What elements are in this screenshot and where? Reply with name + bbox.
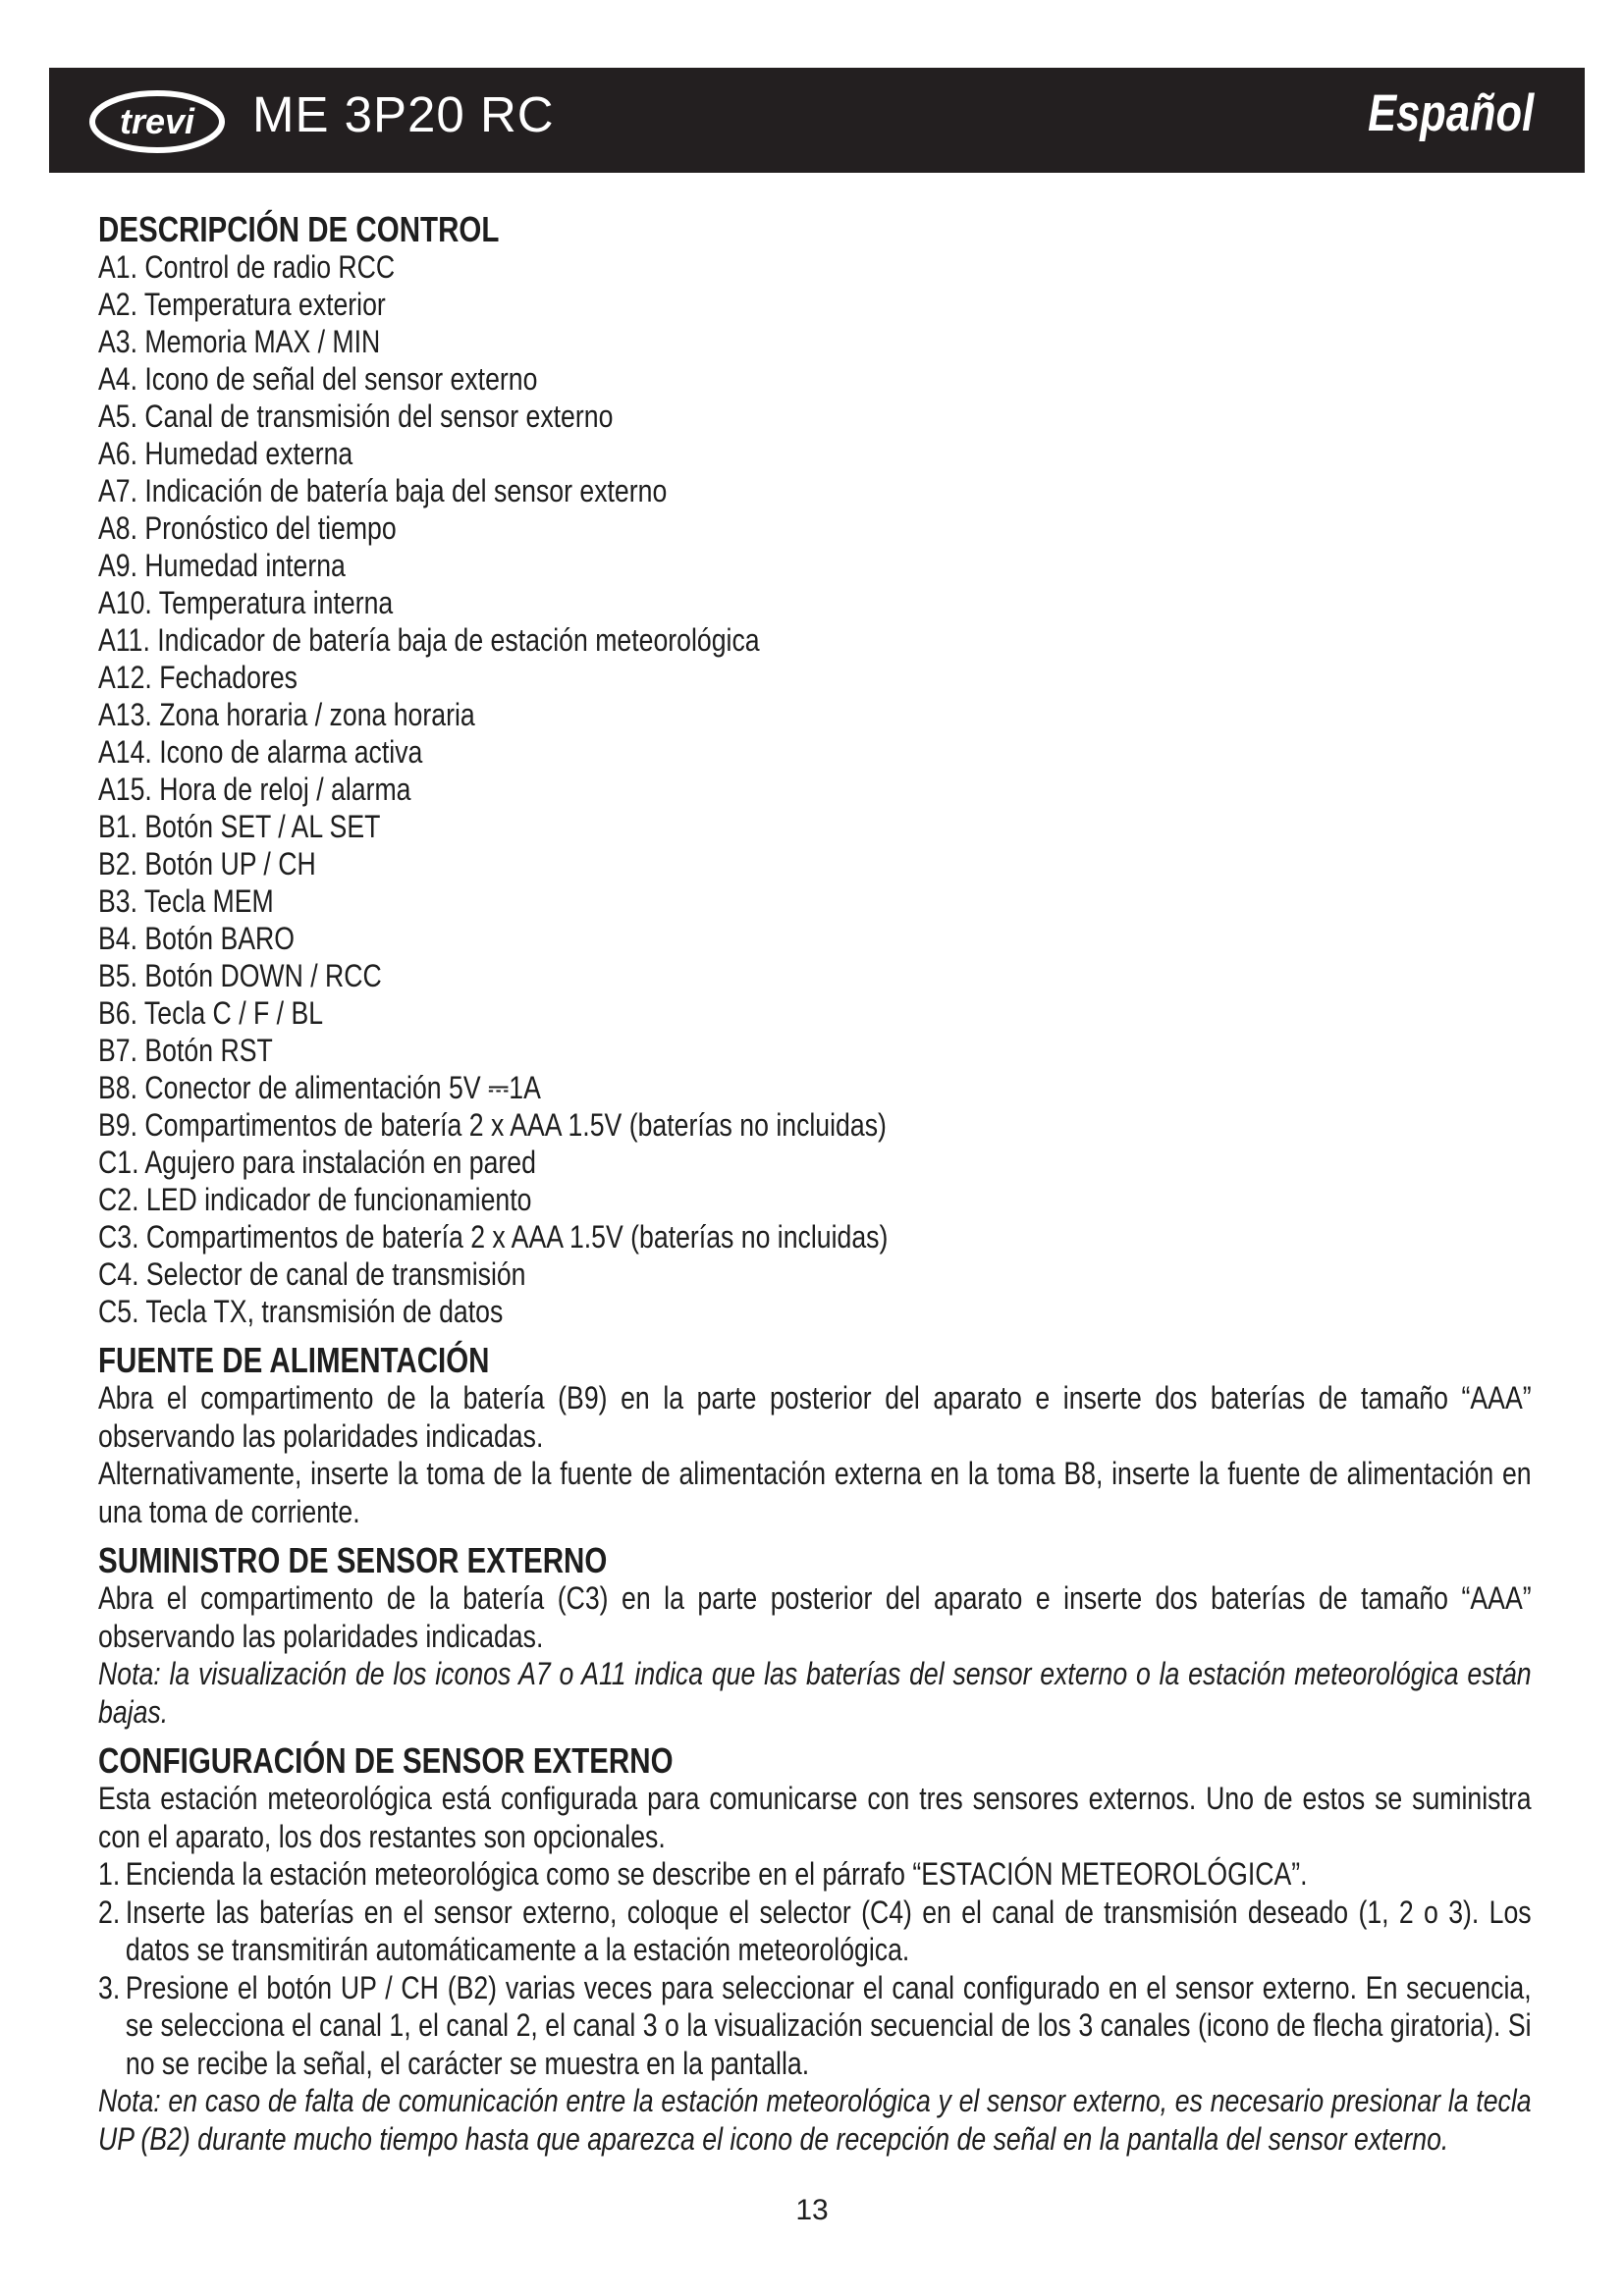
header-bar <box>49 68 1585 173</box>
model-name: ME 3P20 RC <box>252 86 555 142</box>
trevi-logo <box>88 89 226 154</box>
power-paragraph-1: Abra el compartimento de la batería (B9) en la parte posterior del aparato e inserte dos baterías de tamaño “AAA” observando las polaridades indicadas. <box>98 1380 1532 1454</box>
step-number: 2. <box>98 1894 121 1930</box>
power-paragraph-2: Alternativamente, inserte la toma de la fuente de alimentación externa en la toma B8, inserte la fuente de alimentación en una toma de corriente. <box>98 1456 1532 1529</box>
control-item: A10. Temperatura interna <box>98 585 394 620</box>
control-item: B9. Compartimentos de batería 2 x AAA 1.5V (baterías no incluidas) <box>98 1107 887 1143</box>
control-item: A6. Humedad externa <box>98 436 353 471</box>
step-item <box>98 1894 1532 1969</box>
step-item <box>98 1855 1532 1894</box>
control-item: A14. Icono de alarma activa <box>98 734 423 770</box>
control-item: C4. Selector de canal de transmisión <box>98 1256 526 1292</box>
control-item: B6. Tecla C / F / BL <box>98 995 324 1031</box>
control-item: A2. Temperatura exterior <box>98 287 386 322</box>
control-item: B3. Tecla MEM <box>98 883 274 919</box>
control-item: B5. Botón DOWN / RCC <box>98 958 382 993</box>
control-item: B1. Botón SET / AL SET <box>98 809 381 844</box>
section-title-sensor-config: CONFIGURACIÓN DE SENSOR EXTERNO <box>98 1740 674 1781</box>
step-text: Inserte las baterías en el sensor externo, coloque el selector (C4) en el canal de transmisión deseado (1, 2 o 3). Los datos se transmitirán automáticamente a la estación meteorológica. <box>125 1894 1532 1967</box>
sensor-supply-note: Nota: la visualización de los iconos A7 o A11 indica que las baterías del sensor externo o la estación meteorológica están bajas. <box>98 1656 1532 1730</box>
control-item: C1. Agujero para instalación en pared <box>98 1145 536 1180</box>
brand-logo-text: trevi <box>119 101 195 141</box>
control-item: A1. Control de radio RCC <box>98 249 396 285</box>
control-item: B2. Botón UP / CH <box>98 846 316 881</box>
control-item: B8. Conector de alimentación 5V ⎓1A <box>98 1070 541 1105</box>
step-text: Presione el botón UP / CH (B2) varias veces para seleccionar el canal configurado en el sensor externo. En secuencia, se selecciona el canal 1, el canal 2, el canal 3 o la visualización secuencial de los 3 canales (icono de flecha giratoria). Si no se recibe la señal, el carácter se muestra en la pantalla. <box>125 1969 1532 2081</box>
control-item: A4. Icono de señal del sensor externo <box>98 361 538 397</box>
control-item: A5. Canal de transmisión del sensor externo <box>98 399 614 434</box>
section-title-sensor-supply: SUMINISTRO DE SENSOR EXTERNO <box>98 1540 608 1580</box>
control-item: B7. Botón RST <box>98 1033 273 1068</box>
step-number: 3. <box>98 1969 121 2005</box>
text-column <box>98 211 1532 2158</box>
step-number: 1. <box>98 1856 121 1892</box>
control-item: A12. Fechadores <box>98 660 298 695</box>
control-list <box>98 248 1532 1330</box>
step-item <box>98 1969 1532 2083</box>
control-item: C3. Compartimentos de batería 2 x AAA 1.5V (baterías no incluidas) <box>98 1219 889 1255</box>
control-item: A9. Humedad interna <box>98 548 346 583</box>
control-item: C2. LED indicador de funcionamiento <box>98 1182 532 1217</box>
control-item: C5. Tecla TX, transmisión de datos <box>98 1294 504 1329</box>
control-item: B4. Botón BARO <box>98 921 295 956</box>
page-number: 13 <box>795 2194 829 2226</box>
control-item: A3. Memoria MAX / MIN <box>98 324 381 359</box>
control-item: A11. Indicador de batería baja de estación meteorológica <box>98 622 760 658</box>
control-item: A8. Pronóstico del tiempo <box>98 510 397 546</box>
sensor-config-paragraph: Esta estación meteorológica está configurada para comunicarse con tres sensores externos. Uno de estos se suministra con el aparato, los dos restantes son opcionales. <box>98 1781 1532 1854</box>
page-content <box>98 211 1532 2158</box>
step-text: Encienda la estación meteorológica como se describe en el párrafo “ESTACIÓN METEOROLÓGICA”. <box>125 1856 1308 1892</box>
section-title-power: FUENTE DE ALIMENTACIÓN <box>98 1340 490 1380</box>
sensor-supply-paragraph: Abra el compartimento de la batería (C3) en la parte posterior del aparato e inserte dos baterías de tamaño “AAA” observando las polaridades indicadas. <box>98 1580 1532 1654</box>
control-item: A15. Hora de reloj / alarma <box>98 772 411 807</box>
section-title-control: DESCRIPCIÓN DE CONTROL <box>98 209 500 249</box>
control-item: A13. Zona horaria / zona horaria <box>98 697 475 732</box>
control-item: A7. Indicación de batería baja del sensor externo <box>98 473 668 508</box>
sensor-config-note: Nota: en caso de falta de comunicación entre la estación meteorológica y el sensor externo, es necesario presionar la tecla UP (B2) durante mucho tiempo hasta que aparezca el icono de recepción de señal en la pantalla del sensor externo. <box>98 2083 1532 2157</box>
language-label: Español <box>1367 84 1534 142</box>
